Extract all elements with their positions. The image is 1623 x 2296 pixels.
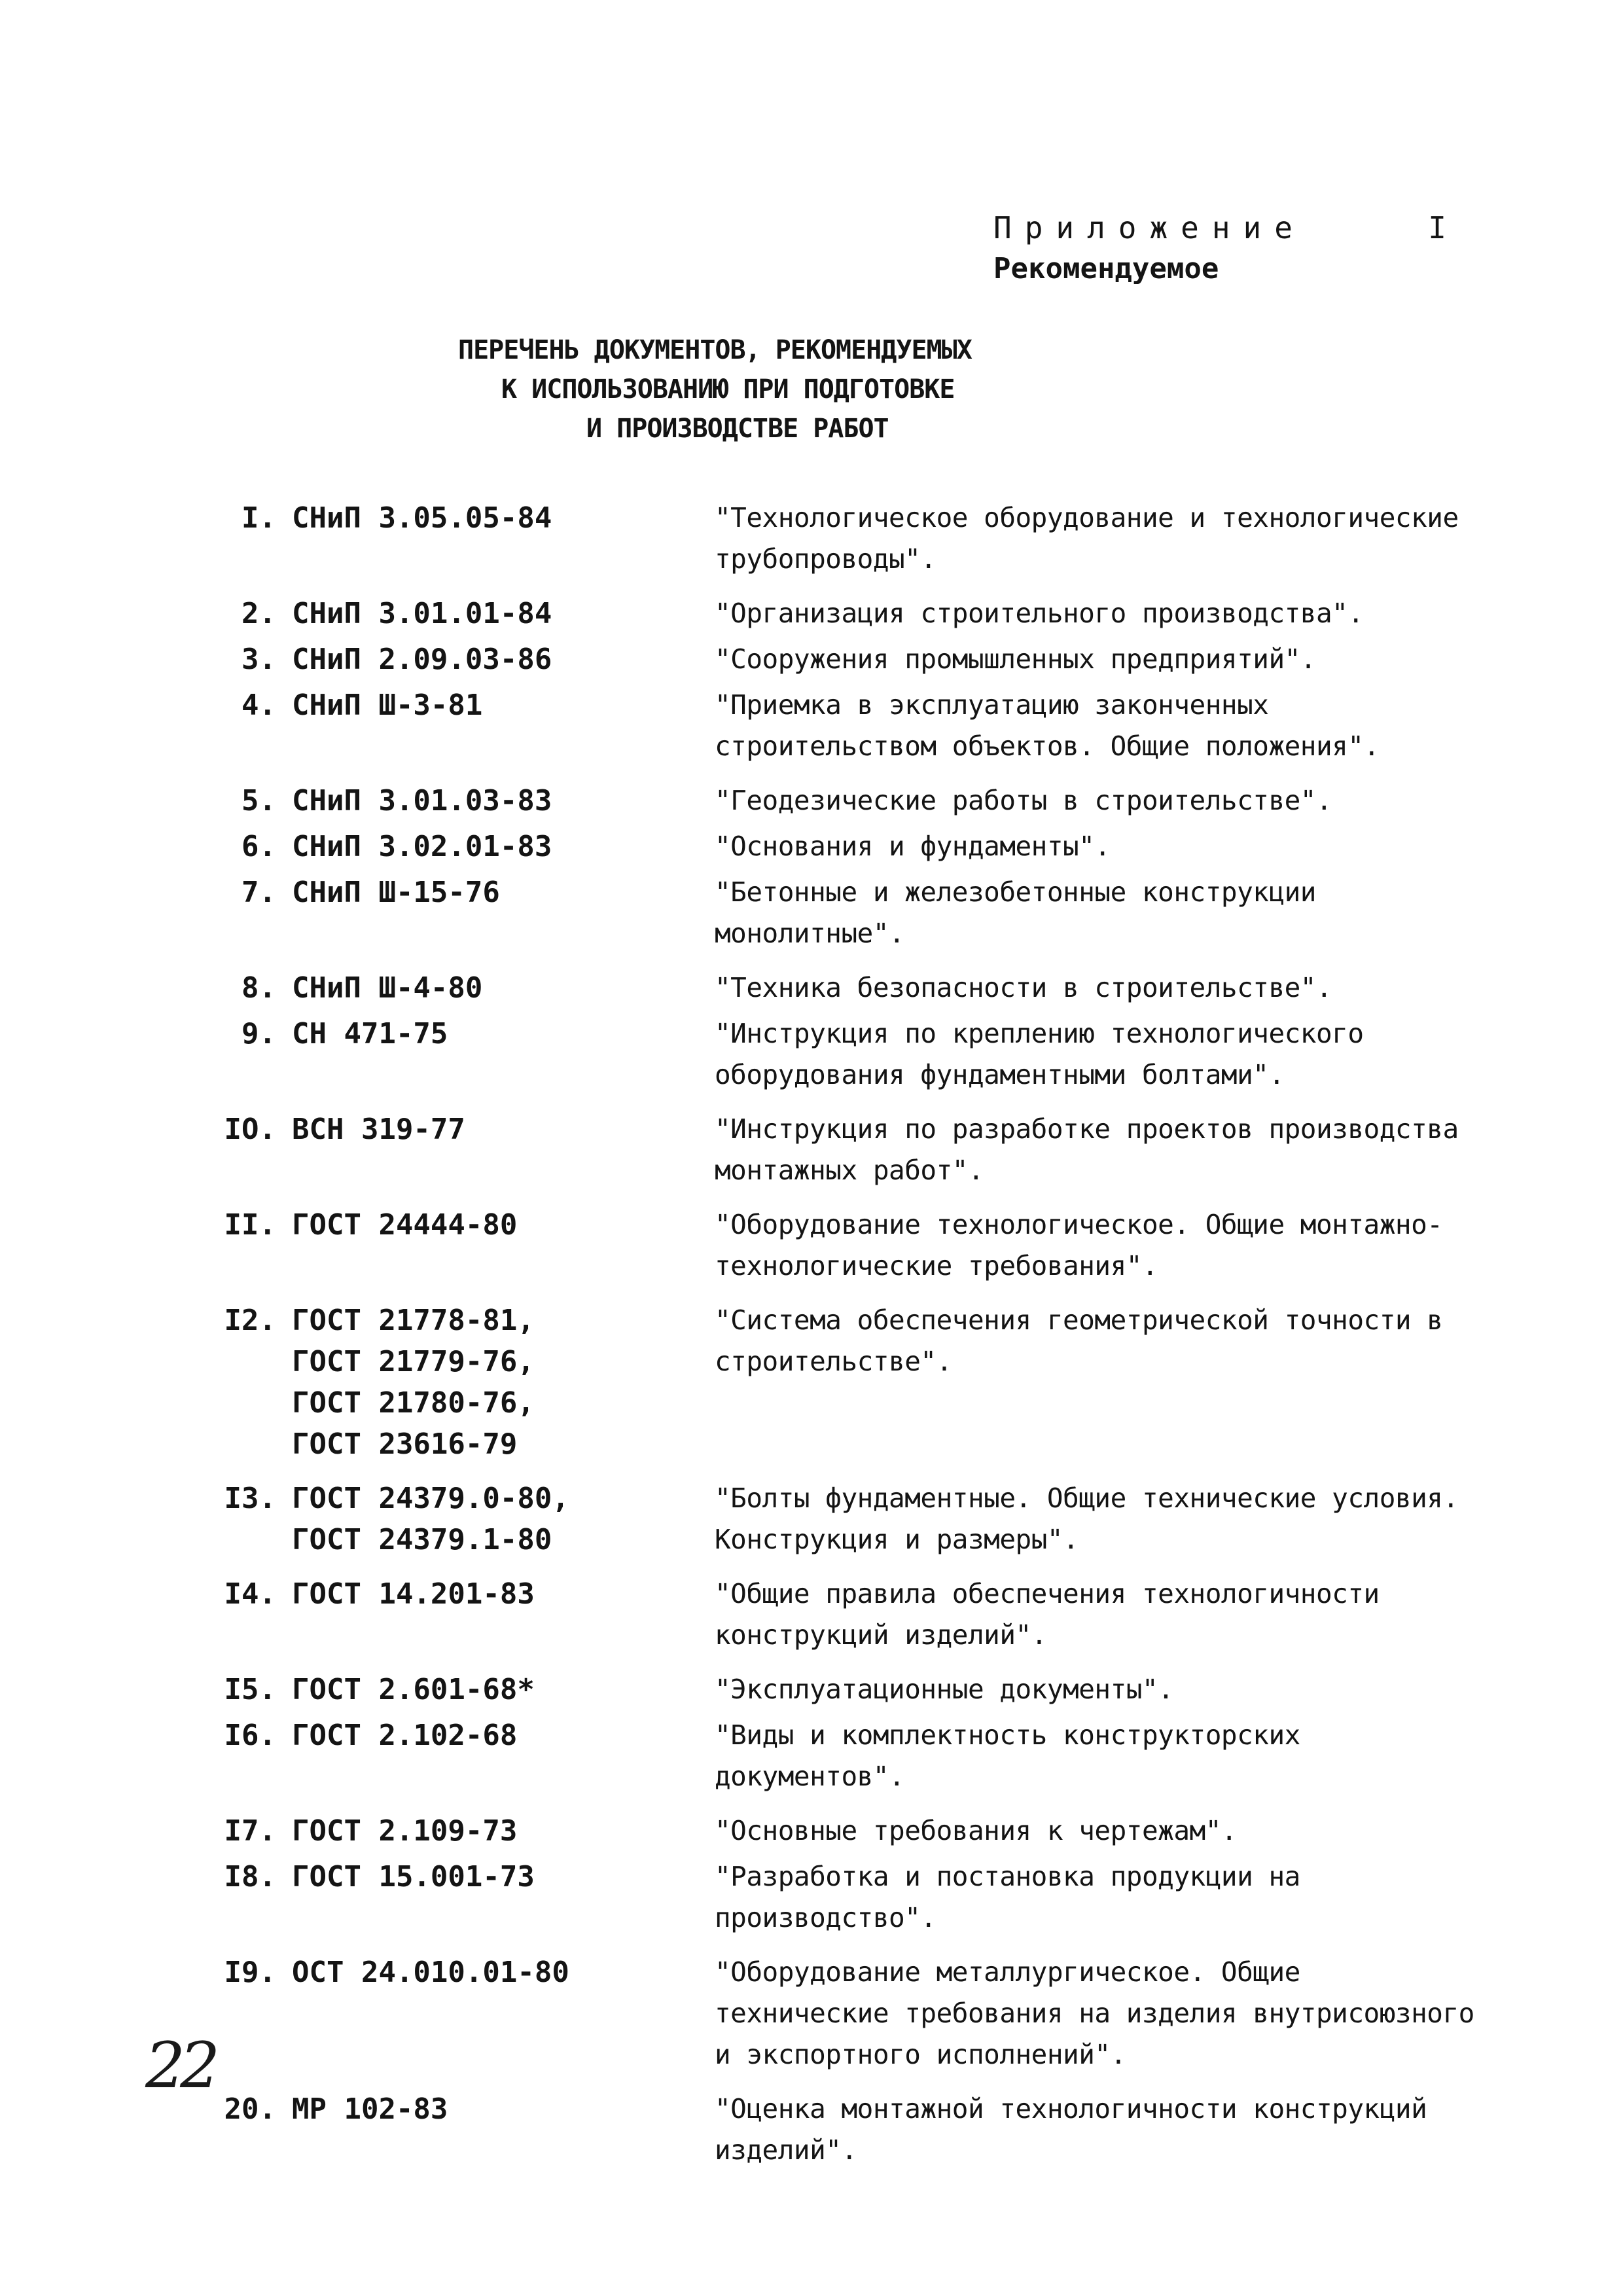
document-title-text: "Основные требования к чертежам". [715, 1815, 1238, 1846]
document-code: СНиП Ш-15-76 [292, 876, 500, 909]
document-codes [276, 780, 695, 821]
list-item [208, 780, 1491, 821]
item-number: IO. [224, 1113, 276, 1146]
document-title [458, 331, 1113, 448]
list-item [208, 1109, 1491, 1191]
document-code: ОСТ 24.010.01-80 [292, 1956, 569, 1989]
document-codes [276, 593, 695, 634]
document-codes [276, 1300, 695, 1465]
document-title-text: "Бетонные и железобетонные конструкции монолитные". [715, 876, 1316, 949]
document-code: СНиП 3.01.03-83 [292, 784, 552, 817]
document-codes [276, 826, 695, 867]
document-codes [276, 1109, 695, 1150]
document-code: СНиП 2.09.03-86 [292, 643, 552, 676]
list-item [208, 1013, 1491, 1096]
item-number: I6. [224, 1719, 276, 1752]
title-line: К ИСПОЛЬЗОВАНИЮ ПРИ ПОДГОТОВКЕ [501, 374, 955, 404]
document-title-text: "Система обеспечения геометрической точности в строительстве". [715, 1304, 1443, 1377]
document-title-text: "Болты фундаментные. Общие технические условия. Конструкция и размеры". [715, 1482, 1459, 1555]
list-item [208, 1810, 1491, 1852]
item-number: 3. [241, 643, 276, 676]
document-title-text: "Инструкция по разработке проектов производства монтажных работ". [715, 1113, 1459, 1186]
document-title-text: "Организация строительного производства". [715, 598, 1364, 629]
document-code: СНиП 3.02.01-83 [292, 830, 552, 863]
document-code: ГОСТ 24379.0-80, [292, 1482, 569, 1515]
document-title-text: "Оборудование металлургическое. Общие технические требования на изделия внутрисоюзного и экспортного исполнений". [715, 1956, 1474, 2070]
item-number: I8. [224, 1860, 276, 1893]
document-code: ГОСТ 24444-80 [292, 1208, 518, 1242]
list-item [208, 826, 1491, 867]
document-code: СНиП 3.05.05-84 [292, 501, 552, 535]
document-title-text: "Геодезические работы в строительстве". [715, 785, 1332, 816]
document-code: СНиП Ш-3-81 [292, 689, 483, 722]
item-number: 2. [241, 597, 276, 630]
document-code: ГОСТ 2.601-68* [292, 1673, 535, 1706]
document-codes [276, 1669, 695, 1710]
document-code: СНиП Ш-4-80 [292, 971, 483, 1005]
list-item [208, 497, 1491, 580]
item-number: 5. [241, 784, 276, 817]
document-code: ГОСТ 21780-76, [292, 1386, 535, 1420]
handwritten-page-number: 22 [145, 2029, 215, 2102]
list-item [208, 1669, 1491, 1710]
document-title-text: "Оборудование технологическое. Общие монтажно-технологические требования". [715, 1209, 1443, 1282]
item-number: 6. [241, 830, 276, 863]
document-codes [276, 685, 695, 726]
document-codes [276, 1013, 695, 1054]
document-title-text: "Эксплуатационные документы". [715, 1674, 1174, 1705]
document-codes [276, 872, 695, 913]
list-item [208, 967, 1491, 1009]
list-item [208, 593, 1491, 634]
document-codes [276, 1715, 695, 1756]
documents-list [208, 497, 1491, 2176]
list-item [208, 2089, 1491, 2171]
document-code: ГОСТ 24379.1-80 [292, 1523, 552, 1556]
appendix-label: Приложение [993, 210, 1306, 245]
document-title-text: "Общие правила обеспечения технологичности конструкций изделий". [715, 1578, 1380, 1651]
list-item [208, 872, 1491, 954]
list-item [208, 685, 1491, 767]
list-item [208, 1573, 1491, 1656]
item-number: 4. [241, 689, 276, 722]
document-code: МР 102-83 [292, 2092, 448, 2126]
document-code: ГОСТ 2.109-73 [292, 1814, 518, 1848]
item-number: I7. [224, 1814, 276, 1848]
list-item [208, 639, 1491, 680]
item-number: I4. [224, 1577, 276, 1611]
title-line: ПЕРЕЧЕНЬ ДОКУМЕНТОВ, РЕКОМЕНДУЕМЫХ [458, 335, 972, 365]
document-title-text: "Оценка монтажной технологичности конструкций изделий". [715, 2093, 1427, 2166]
document-code: СН 471-75 [292, 1017, 448, 1050]
document-codes [276, 1573, 695, 1615]
appendix-heading [993, 208, 1465, 291]
item-number: I9. [224, 1956, 276, 1989]
list-item [208, 1204, 1491, 1287]
document-title-text: "Разработка и постановка продукции на производство". [715, 1861, 1300, 1933]
document-title-text: "Приемка в эксплуатацию законченных строительством объектов. Общие положения". [715, 689, 1380, 762]
item-number: I2. [224, 1304, 276, 1337]
document-codes [276, 967, 695, 1009]
document-title-text: "Техника безопасности в строительстве". [715, 972, 1332, 1003]
document-code: ГОСТ 15.001-73 [292, 1860, 535, 1893]
document-codes [276, 1810, 695, 1852]
document-codes [276, 1952, 695, 1993]
document-code: ГОСТ 21778-81, [292, 1304, 535, 1337]
document-codes [276, 497, 695, 539]
item-number: 9. [241, 1017, 276, 1050]
document-title-text: "Технологическое оборудование и технологические трубопроводы". [715, 502, 1459, 575]
document-code: СНиП 3.01.01-84 [292, 597, 552, 630]
document-codes [276, 1204, 695, 1246]
document-codes [276, 1856, 695, 1897]
document-code: ВСН 319-77 [292, 1113, 465, 1146]
title-line: И ПРОИЗВОДСТВЕ РАБОТ [586, 414, 889, 444]
appendix-status: Рекомендуемое [993, 252, 1219, 285]
document-codes [276, 1478, 695, 1560]
document-title-text: "Основания и фундаменты". [715, 831, 1111, 862]
item-number: I5. [224, 1673, 276, 1706]
document-title-text: "Виды и комплектность конструкторских документов". [715, 1719, 1300, 1792]
item-number: 7. [241, 876, 276, 909]
list-item [208, 1478, 1491, 1560]
list-item [208, 1715, 1491, 1797]
document-codes [276, 639, 695, 680]
document-code: ГОСТ 2.102-68 [292, 1719, 518, 1752]
appendix-number: I [1428, 210, 1446, 245]
document-title-text: "Инструкция по креплению технологического оборудования фундаментными болтами". [715, 1018, 1364, 1090]
list-item [208, 1952, 1491, 2075]
list-item [208, 1300, 1491, 1465]
item-number: I3. [224, 1482, 276, 1515]
item-number: I. [241, 501, 276, 535]
document-codes [276, 2089, 695, 2130]
item-number: 8. [241, 971, 276, 1005]
document-code: ГОСТ 23616-79 [292, 1427, 518, 1461]
document-code: ГОСТ 14.201-83 [292, 1577, 535, 1611]
document-title-text: "Сооружения промышленных предприятий". [715, 643, 1316, 675]
list-item [208, 1856, 1491, 1939]
item-number: 20. [224, 2092, 276, 2126]
document-code: ГОСТ 21779-76, [292, 1345, 535, 1378]
item-number: II. [224, 1208, 276, 1242]
appendix-label-line [993, 208, 1465, 247]
